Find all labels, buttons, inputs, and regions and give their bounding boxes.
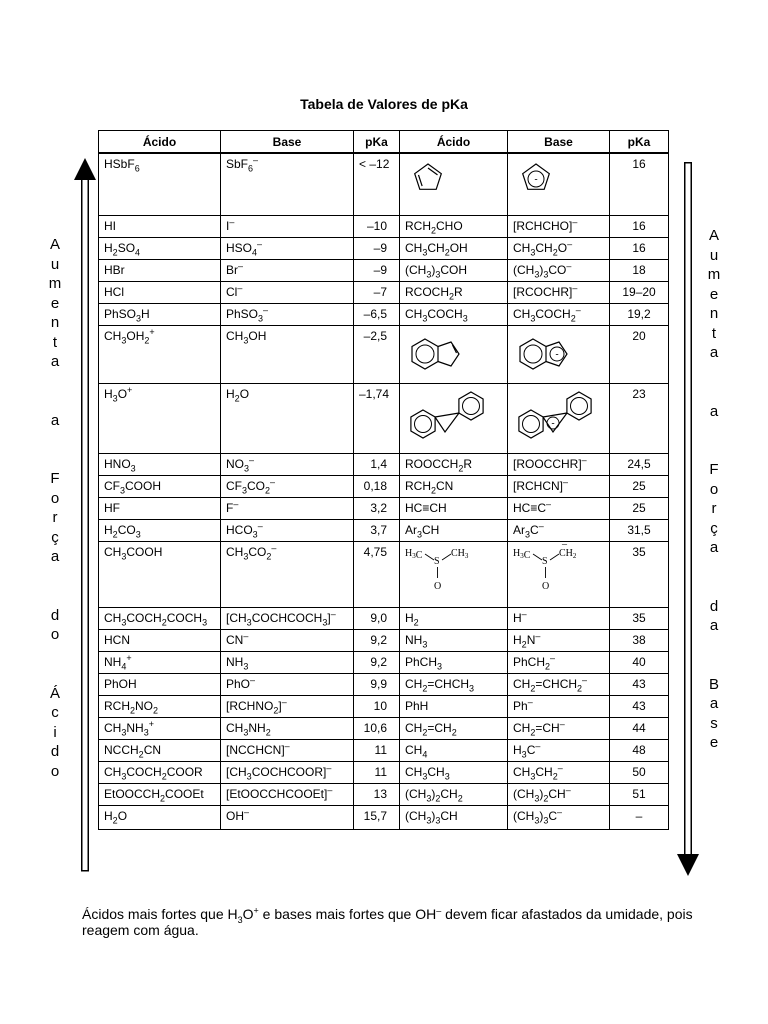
pka-cell: 35 bbox=[610, 607, 669, 629]
base-cell bbox=[508, 541, 610, 607]
pka-cell: 19–20 bbox=[610, 281, 669, 303]
pka-cell: 1,4 bbox=[354, 453, 400, 475]
table-row bbox=[99, 717, 669, 739]
base-cell: $[CH_3COCHCOOR]^-$ bbox=[221, 761, 354, 783]
pka-cell: –9 bbox=[354, 237, 400, 259]
left_label-letter: F bbox=[50, 470, 60, 487]
pka-cell: 15,7 bbox=[354, 805, 400, 829]
pka-cell: 10 bbox=[354, 695, 400, 717]
base-cell: $CH_2=CH^-$ bbox=[508, 717, 610, 739]
base-cell: H– bbox=[508, 607, 610, 629]
oxygen-label: O bbox=[434, 580, 442, 592]
acid-cell: PhH bbox=[400, 695, 508, 717]
right_label-letter: a bbox=[709, 695, 719, 712]
left_label-letter: Á bbox=[49, 684, 60, 702]
pka-cell: 40 bbox=[610, 651, 669, 673]
pka-cell: 16 bbox=[610, 153, 669, 215]
acid-cell: $CH_3COCH_3$ bbox=[400, 303, 508, 325]
right_label-letter: ç bbox=[710, 519, 718, 537]
sulfur-label: S bbox=[542, 555, 548, 567]
acid-cell bbox=[400, 383, 508, 453]
right_label-letter: n bbox=[709, 305, 719, 322]
dimsyl-anion-structure bbox=[513, 544, 593, 596]
acid-cell: $Ar_3CH$ bbox=[400, 519, 508, 541]
acid-cell: $H_2SO_4$ bbox=[99, 237, 221, 259]
base-cell: $HCO_3^-$ bbox=[221, 519, 354, 541]
base-cell: [EtOOCCHCOOEt]– bbox=[221, 783, 354, 805]
base-cell bbox=[508, 383, 610, 453]
table-row bbox=[99, 541, 669, 607]
acid-cell: $H_2$ bbox=[400, 607, 508, 629]
base-cell: I– bbox=[221, 215, 354, 237]
acid-cell: $NH_4^+$ bbox=[99, 651, 221, 673]
base-cell: $Ar_3C^-$ bbox=[508, 519, 610, 541]
right_label-letter: d bbox=[709, 597, 719, 615]
base-cell: Cl– bbox=[221, 281, 354, 303]
indenyl-anion-structure bbox=[513, 330, 575, 378]
base-cell: $(CH_3)_3C^-$ bbox=[508, 805, 610, 829]
acid-cell: $RCH_2CN$ bbox=[400, 475, 508, 497]
left_label-letter: t bbox=[52, 333, 58, 351]
base-cell: PhSO$_3$– bbox=[221, 303, 354, 325]
acid-cell: $RCH_2CHO$ bbox=[400, 215, 508, 237]
base-cell: $CH_3OH$ bbox=[221, 325, 354, 383]
base-cell: $CH_3CO_2^-$ bbox=[221, 541, 354, 607]
pka-cell: 19,2 bbox=[610, 303, 669, 325]
header-acid-1: Ácido bbox=[99, 131, 221, 154]
base-cell: $H_2O$ bbox=[221, 383, 354, 453]
base-cell: $H_2N^-$ bbox=[508, 629, 610, 651]
oxygen-label: O bbox=[542, 580, 550, 592]
left_label-letter: d bbox=[50, 743, 60, 760]
dmso-structure bbox=[405, 544, 485, 596]
pka-cell: –9 bbox=[354, 259, 400, 281]
base-cell: $(CH_3)_3CO^-$ bbox=[508, 259, 610, 281]
left_label-letter: c bbox=[51, 704, 59, 721]
pka-cell: 11 bbox=[354, 739, 400, 761]
cyclopentadienyl-anion-structure bbox=[513, 158, 559, 198]
pka-cell: 50 bbox=[610, 761, 669, 783]
base-cell: $CH_3COCH_2^-$ bbox=[508, 303, 610, 325]
pka-cell: 24,5 bbox=[610, 453, 669, 475]
acid-cell: HCN bbox=[99, 629, 221, 651]
base-cell bbox=[508, 325, 610, 383]
base-cell: $HSO_4^-$ bbox=[221, 237, 354, 259]
right_label-letter: F bbox=[709, 461, 719, 478]
acid-cell: $(CH_3)_2CH_2$ bbox=[400, 783, 508, 805]
table-row bbox=[99, 695, 669, 717]
acid-cell: $CH_3CH_2OH$ bbox=[400, 237, 508, 259]
right-vertical-label bbox=[704, 226, 724, 753]
table-row bbox=[99, 281, 669, 303]
footnote: Ácidos mais fortes que $H_3O^+$ e bases mais fortes que OH– devem ficar afastados da umidade, pois reagem com água. bbox=[82, 905, 693, 938]
pka-cell: 51 bbox=[610, 783, 669, 805]
acid-cell: $CH_2=CHCH_3$ bbox=[400, 673, 508, 695]
table-row bbox=[99, 673, 669, 695]
pka-cell: 25 bbox=[610, 475, 669, 497]
indene-structure bbox=[405, 330, 467, 378]
pka-cell: 3,2 bbox=[354, 497, 400, 519]
base-cell: [RCHCN]– bbox=[508, 475, 610, 497]
right_label-letter: a bbox=[709, 402, 719, 420]
pka-cell: 9,0 bbox=[354, 607, 400, 629]
pka-cell: 18 bbox=[610, 259, 669, 281]
acid-cell bbox=[400, 541, 508, 607]
pka-table bbox=[98, 130, 669, 830]
header-acid-2: Ácido bbox=[400, 131, 508, 154]
table-row bbox=[99, 259, 669, 281]
pka-cell: 43 bbox=[610, 695, 669, 717]
table-row bbox=[99, 761, 669, 783]
pka-cell: 31,5 bbox=[610, 519, 669, 541]
pka-cell: 43 bbox=[610, 673, 669, 695]
base-cell: $NH_3$ bbox=[221, 651, 354, 673]
acid-cell: HSbF$_6$ bbox=[99, 153, 221, 215]
base-cell: $CH_3CH_2^-$ bbox=[508, 761, 610, 783]
pka-cell: 0,18 bbox=[354, 475, 400, 497]
left_label-letter: ç bbox=[51, 528, 59, 546]
acid-cell bbox=[400, 153, 508, 215]
pka-cell: –1,74 bbox=[354, 383, 400, 453]
left_label-letter: n bbox=[50, 314, 60, 331]
acid-cell: HBr bbox=[99, 259, 221, 281]
acid-cell: $H_2O$ bbox=[99, 805, 221, 829]
pka-cell: 9,9 bbox=[354, 673, 400, 695]
right_label-letter: s bbox=[710, 714, 718, 732]
pka-cell: – bbox=[610, 805, 669, 829]
table-row bbox=[99, 215, 669, 237]
acid-cell: $CH_2=CH_2$ bbox=[400, 717, 508, 739]
table-row bbox=[99, 237, 669, 259]
table-row bbox=[99, 651, 669, 673]
table-row bbox=[99, 325, 669, 383]
left_label-letter: e bbox=[50, 294, 60, 312]
right-down-arrow-icon bbox=[677, 162, 699, 876]
base-cell: $CH_3NH_2$ bbox=[221, 717, 354, 739]
header-base-1: Base bbox=[221, 131, 354, 154]
base-cell: $CH_2=CHCH_2^-$ bbox=[508, 673, 610, 695]
header-base-2: Base bbox=[508, 131, 610, 154]
pka-cell: 38 bbox=[610, 629, 669, 651]
base-cell: F– bbox=[221, 497, 354, 519]
right_label-letter: a bbox=[709, 539, 719, 556]
base-cell: [NCCHCN]– bbox=[221, 739, 354, 761]
pka-cell: 9,2 bbox=[354, 629, 400, 651]
base-cell: HC≡C– bbox=[508, 497, 610, 519]
acid-cell bbox=[400, 325, 508, 383]
pka-cell: 20 bbox=[610, 325, 669, 383]
pka-cell: 25 bbox=[610, 497, 669, 519]
sulfur-label: S bbox=[434, 555, 440, 567]
acid-cell: HI bbox=[99, 215, 221, 237]
acid-cell: $CH_3COCH_2COCH_3$ bbox=[99, 607, 221, 629]
acid-cell: $RCH_2NO_2$ bbox=[99, 695, 221, 717]
table-row bbox=[99, 519, 669, 541]
base-cell: $[RCHNO_2]^-$ bbox=[221, 695, 354, 717]
right_label-letter: t bbox=[711, 324, 717, 342]
left_label-letter: A bbox=[49, 236, 60, 253]
left_label-letter: o bbox=[50, 762, 60, 780]
base-cell bbox=[508, 153, 610, 215]
right_label-letter: a bbox=[709, 617, 719, 634]
pka-cell: 13 bbox=[354, 783, 400, 805]
methyl-label: $H_3C$ bbox=[405, 547, 423, 561]
base-cell: [ROOCCHR]– bbox=[508, 453, 610, 475]
pka-cell: 23 bbox=[610, 383, 669, 453]
pka-cell: 10,6 bbox=[354, 717, 400, 739]
pka-cell: 44 bbox=[610, 717, 669, 739]
table-row bbox=[99, 607, 669, 629]
acid-cell: $(CH_3)_3CH$ bbox=[400, 805, 508, 829]
acid-cell: $ROOCCH_2R$ bbox=[400, 453, 508, 475]
base-cell: CN– bbox=[221, 629, 354, 651]
left_label-letter: a bbox=[50, 353, 60, 370]
table-row bbox=[99, 303, 669, 325]
table-row bbox=[99, 453, 669, 475]
table-row bbox=[99, 475, 669, 497]
acid-cell: PhSO$_3$H bbox=[99, 303, 221, 325]
right_label-letter: e bbox=[709, 734, 719, 751]
pka-cell: 11 bbox=[354, 761, 400, 783]
left_label-letter: d bbox=[50, 606, 60, 624]
left_label-letter: i bbox=[53, 723, 57, 741]
right_label-letter: A bbox=[708, 227, 719, 244]
table-row bbox=[99, 805, 669, 829]
acid-cell: HC≡CH bbox=[400, 497, 508, 519]
left_label-letter: o bbox=[50, 489, 60, 507]
left_label-letter: a bbox=[50, 411, 60, 429]
base-cell: [RCHCHO]– bbox=[508, 215, 610, 237]
charge-label: – bbox=[562, 543, 567, 550]
fluorenyl-anion-structure bbox=[513, 388, 601, 446]
left-up-arrow-icon bbox=[74, 158, 96, 872]
base-cell: PhCH$_2$– bbox=[508, 651, 610, 673]
acid-cell: $CH_3COOH$ bbox=[99, 541, 221, 607]
methylene-label: $CH_2$ bbox=[559, 547, 577, 560]
left_label-letter: o bbox=[50, 626, 60, 643]
base-cell: SbF$_6$– bbox=[221, 153, 354, 215]
acid-cell: $CF_3COOH$ bbox=[99, 475, 221, 497]
base-cell: $[CH_3COCHCOCH_3]^-$ bbox=[221, 607, 354, 629]
acid-cell: $CH_4$ bbox=[400, 739, 508, 761]
base-cell: $(CH_3)_2CH^-$ bbox=[508, 783, 610, 805]
acid-cell: $HNO_3$ bbox=[99, 453, 221, 475]
charge-label: - bbox=[534, 174, 538, 186]
right_label-letter: m bbox=[707, 266, 721, 283]
table-row bbox=[99, 383, 669, 453]
table-row bbox=[99, 739, 669, 761]
right_label-letter: o bbox=[709, 480, 719, 498]
right_label-letter: e bbox=[709, 285, 719, 303]
base-cell: PhO– bbox=[221, 673, 354, 695]
acid-cell: $CH_3CH_3$ bbox=[400, 761, 508, 783]
base-cell: $CF_3CO_2^-$ bbox=[221, 475, 354, 497]
acid-cell: $H_2CO_3$ bbox=[99, 519, 221, 541]
pka-cell: 16 bbox=[610, 237, 669, 259]
pka-cell: –10 bbox=[354, 215, 400, 237]
pka-cell: –6,5 bbox=[354, 303, 400, 325]
header-pka-2: pKa bbox=[610, 131, 669, 154]
base-cell: $NO_3^-$ bbox=[221, 453, 354, 475]
pka-cell: 16 bbox=[610, 215, 669, 237]
left_label-letter: u bbox=[50, 255, 60, 273]
fluorene-structure bbox=[405, 388, 493, 446]
methyl-label: $H_3C$ bbox=[513, 547, 531, 561]
base-cell: OH– bbox=[221, 805, 354, 829]
acid-cell: HF bbox=[99, 497, 221, 519]
base-cell: Br– bbox=[221, 259, 354, 281]
acid-cell: $H_3O^+$ bbox=[99, 383, 221, 453]
left-vertical-label bbox=[45, 235, 65, 781]
acid-cell: $CH_3OH_2^+$ bbox=[99, 325, 221, 383]
acid-cell: $(CH_3)_3COH$ bbox=[400, 259, 508, 281]
methyl-label: $CH_3$ bbox=[451, 547, 469, 560]
right_label-letter: a bbox=[709, 344, 719, 361]
table-header-row bbox=[99, 131, 669, 154]
header-pka-1: pKa bbox=[354, 131, 400, 154]
acid-cell: $NCCH_2CN$ bbox=[99, 739, 221, 761]
table-row bbox=[99, 153, 669, 215]
pka-cell: 4,75 bbox=[354, 541, 400, 607]
pka-cell: –7 bbox=[354, 281, 400, 303]
acid-cell: PhOH bbox=[99, 673, 221, 695]
base-cell: $H_3C^-$ bbox=[508, 739, 610, 761]
pka-cell: 3,7 bbox=[354, 519, 400, 541]
acid-cell: $NH_3$ bbox=[400, 629, 508, 651]
table-row bbox=[99, 497, 669, 519]
base-cell: [RCOCHR]– bbox=[508, 281, 610, 303]
acid-cell: HCl bbox=[99, 281, 221, 303]
base-cell: Ph– bbox=[508, 695, 610, 717]
left_label-letter: r bbox=[52, 509, 58, 526]
charge-label: - bbox=[551, 418, 555, 429]
pka-cell: –2,5 bbox=[354, 325, 400, 383]
base-cell: $CH_3CH_2O^-$ bbox=[508, 237, 610, 259]
pka-cell: 9,2 bbox=[354, 651, 400, 673]
acid-cell: $RCOCH_2R$ bbox=[400, 281, 508, 303]
pka-cell: 35 bbox=[610, 541, 669, 607]
table-row bbox=[99, 629, 669, 651]
left_label-letter: a bbox=[50, 548, 60, 565]
table-row bbox=[99, 783, 669, 805]
cyclopentadiene-structure bbox=[405, 158, 451, 198]
right_label-letter: u bbox=[709, 246, 719, 264]
acid-cell: EtOOCCH$_2$COOEt bbox=[99, 783, 221, 805]
right_label-letter: B bbox=[708, 675, 719, 693]
acid-cell: $CH_3COCH_2COOR$ bbox=[99, 761, 221, 783]
acid-cell: PhCH$_3$ bbox=[400, 651, 508, 673]
pka-cell: < –12 bbox=[354, 153, 400, 215]
left_label-letter: m bbox=[48, 275, 62, 292]
pka-cell: 48 bbox=[610, 739, 669, 761]
right_label-letter: r bbox=[711, 500, 717, 517]
acid-cell: $CH_3NH_3^+$ bbox=[99, 717, 221, 739]
charge-label: - bbox=[555, 349, 559, 360]
page-title: Tabela de Valores de pKa bbox=[300, 96, 468, 112]
